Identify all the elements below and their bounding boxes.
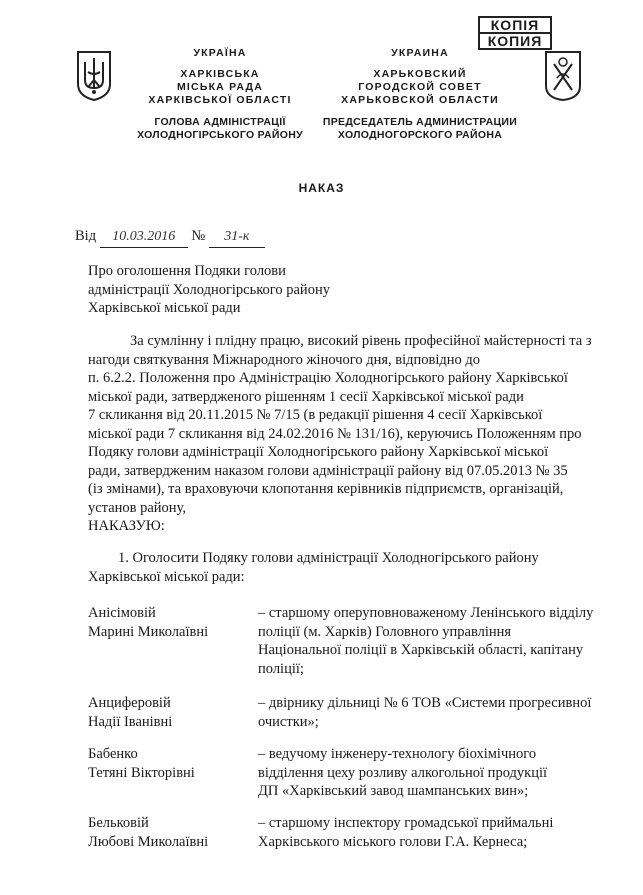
council-ua-3: ХАРКІВСЬКОЇ ОБЛАСТІ <box>148 94 292 106</box>
person-surname: Бабенко <box>88 746 138 762</box>
person-description: відділення цеху розливу алкогольної продукції <box>258 764 548 781</box>
preamble-line: ради, затвердженим наказом голови адміністрації району від 07.05.2013 № 35 <box>88 462 568 479</box>
person-description: поліції (м. Харків) Головного управління <box>258 623 512 640</box>
order-word: НАКАЗУЮ: <box>88 518 165 534</box>
post-ru-2: ХОЛОДНОГОРСКОГО РАЙОНА <box>337 129 503 141</box>
preamble <box>88 332 598 517</box>
ukraine-coat-of-arms-icon <box>76 50 112 102</box>
council-ru-3: ХАРЬКОВСКОЙ ОБЛАСТИ <box>341 94 499 106</box>
person-description: очистки»; <box>258 713 319 730</box>
person-given-name: Тетяні Вікторівні <box>88 764 195 781</box>
council-ru-1: ХАРЬКОВСКИЙ <box>373 68 467 80</box>
person-surname: Бельковій <box>88 815 149 831</box>
preamble-line: (із змінами), та враховуючи клопотання керівників підприємств, організацій, <box>88 481 564 497</box>
number-label: № <box>191 228 206 244</box>
copy-stamp <box>478 16 552 50</box>
stamp-line-2: КОПИЯ <box>487 33 543 49</box>
header-right <box>320 47 520 142</box>
document-title: НАКАЗ <box>298 181 345 195</box>
date-prefix: Від <box>75 228 97 244</box>
kharkiv-coat-of-arms-icon <box>544 50 582 102</box>
person-description: – ведучому інженеру-технологу біохімічного <box>258 746 537 762</box>
person-given-name: Надії Іванівні <box>88 713 173 730</box>
post-ua-2: ХОЛОДНОГІРСЬКОГО РАЙОНУ <box>137 129 303 141</box>
stamp-line-1: КОПІЯ <box>480 18 550 34</box>
preamble-line: За сумлінну і плідну працю, високий рівень професійної майстерності та з <box>130 333 592 349</box>
subject-line: адміністрації Холодногірського району <box>88 281 330 298</box>
preamble-line: Подяку голови адміністрації Холодногірського району Харківської міської <box>88 444 549 460</box>
person-surname: Анісімовій <box>88 605 156 621</box>
item-1-line: Харківської міської ради: <box>88 568 245 585</box>
country-ua: УКРАЇНА <box>193 47 247 59</box>
order-date: 10.03.2016 <box>100 228 188 248</box>
person-description: – старшому оперуповноваженому Ленінського відділу <box>258 605 594 621</box>
person-description: поліції; <box>258 660 304 677</box>
preamble-line: нагоди святкування Міжнародного жіночого дня, відповідно до <box>88 351 481 368</box>
item-1-line: 1. Оголосити Подяку голови адміністрації Холодногірського району <box>118 550 539 566</box>
person-given-name: Марині Миколаївні <box>88 623 209 640</box>
post-ru-1: ПРЕДСЕДАТЕЛЬ АДМИНИСТРАЦИИ <box>322 116 518 128</box>
preamble-line: міської ради 7 скликання від 24.02.2016 № 131/16), керуючись Положенням про <box>88 425 582 442</box>
council-ru-2: ГОРОДСКОЙ СОВЕТ <box>358 81 482 93</box>
preamble-line: 7 скликання від 20.11.2015 № 7/15 (в редакції рішення 4 сесії Харківської <box>88 407 543 423</box>
person-description: – старшому інспектору громадської приймальні <box>258 815 554 831</box>
council-ua-2: МІСЬКА РАДА <box>176 81 264 93</box>
date-line <box>75 227 265 248</box>
person-description: Харківського міського голови Г.А. Кернеса; <box>258 833 528 850</box>
subject-line: Харківської міської ради <box>88 300 241 316</box>
preamble-line: установ району, <box>88 499 186 516</box>
person-description: Національної поліції в Харківській області, капітану <box>258 642 584 658</box>
post-ua-1: ГОЛОВА АДМІНІСТРАЦІЇ <box>154 116 286 128</box>
preamble-line: п. 6.2.2. Положення про Адміністрацію Холодногірського району Харківської <box>88 370 568 386</box>
person-description: – двірнику дільниці № 6 ТОВ «Системи прогресивної <box>258 695 592 711</box>
header-left <box>120 47 320 142</box>
person-given-name: Любові Миколаївні <box>88 833 209 850</box>
subject-line: Про оголошення Подяки голови <box>88 263 286 279</box>
subject <box>88 262 388 318</box>
person-description: ДП «Харківський завод шампанських вин»; <box>258 783 529 799</box>
preamble-line: міської ради, затвердженого рішенням 1 сесії Харківської міської ради <box>88 388 524 405</box>
country-ru: УКРАИНА <box>391 47 449 59</box>
person-surname: Анциферовій <box>88 695 171 711</box>
council-ua-1: ХАРКІВСЬКА <box>180 68 260 80</box>
item-1 <box>88 549 598 586</box>
order-number: 31-к <box>209 228 265 248</box>
